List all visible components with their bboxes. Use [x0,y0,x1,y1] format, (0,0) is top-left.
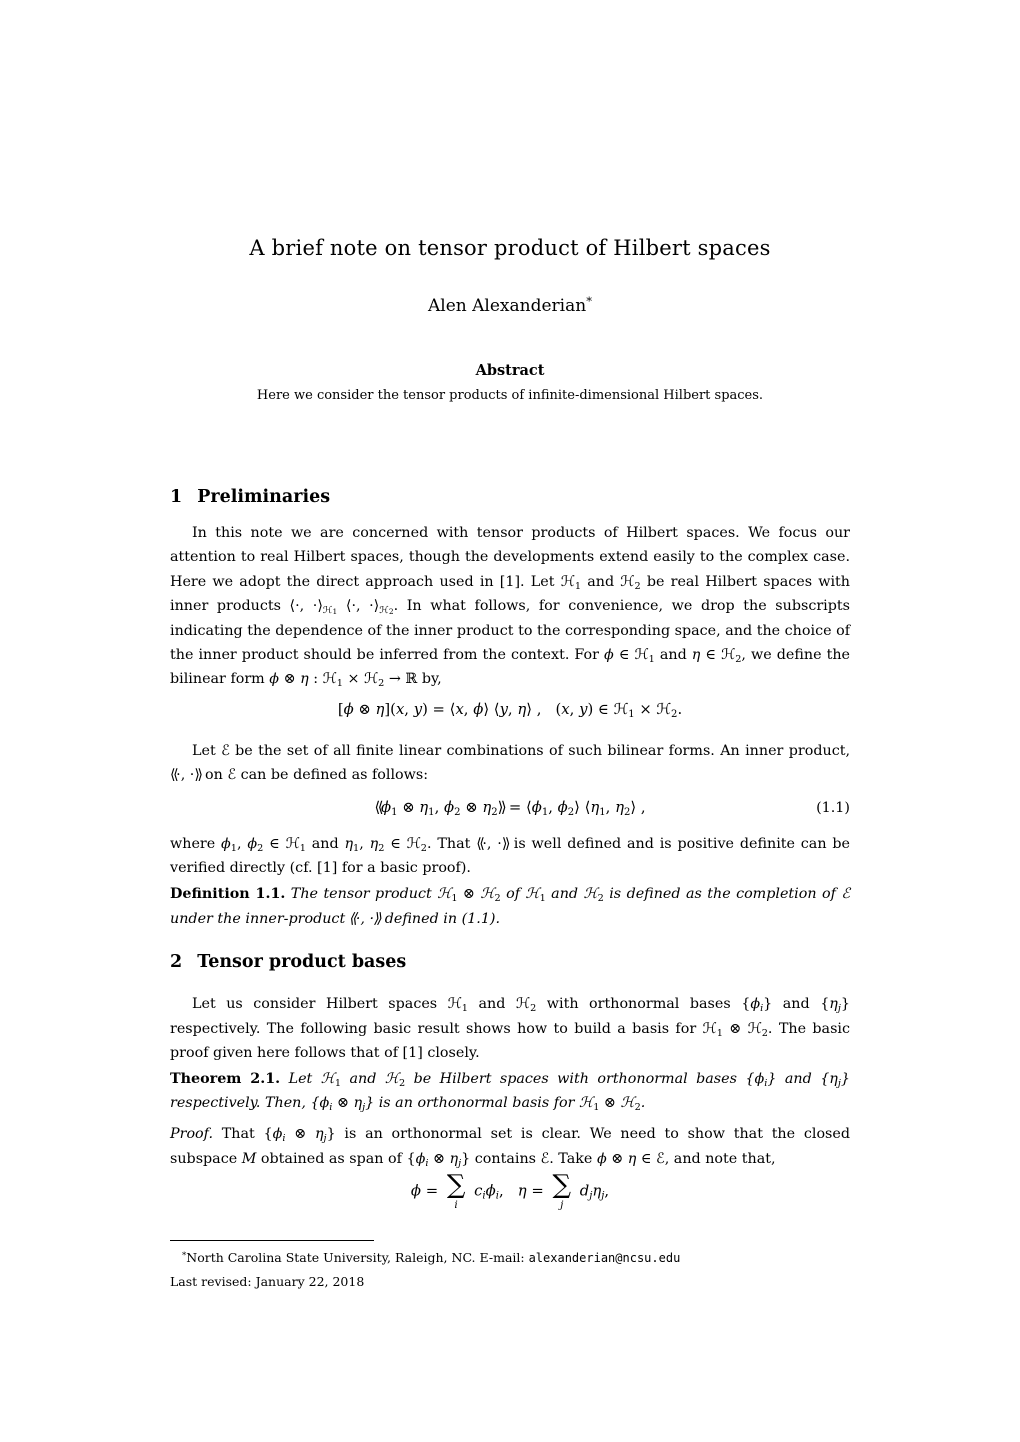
abstract-text: Here we consider the tensor products of infinite-dimensional Hilbert spaces. [256,388,764,403]
equation-basis-expansions: ϕ = ∑ i $c_i\phi_i$, η = ∑ j $d_j\eta_j$, [410,1170,610,1211]
equation-1-1-label: (1.1) [816,799,850,816]
paper-title: A brief note on tensor product of Hilbert spaces [249,236,771,260]
abstract-heading: Abstract [475,362,545,379]
proof-paragraph: Proof. That {$\phi_i$ ⊗ $\eta_j$} is an orthonormal set is clear. We need to show that the closed subspace M obtained as span of {$\phi_i$ ⊗ $\eta_j$} contains ℰ. Take ϕ ⊗ η ∈ ℰ, and note that, [170,1126,850,1169]
paragraph-preliminaries-2: Let ℰ be the set of all finite linear combinations of such bilinear forms. An inner product, ⟨⟨·, ·⟩⟩ on ℰ can be defined as follows: [170,742,851,784]
equation-bilinear-form: [ϕ ⊗ η](x, y) = ⟨x, ϕ⟩ ⟨y, η⟩ , (x, y) ∈ ℋ$_1$ × ℋ$_2$. [337,700,683,720]
footnote-revision-date: Last revised: January 22, 2018 [170,1274,365,1289]
footnote-affiliation: *North Carolina State University, Raleigh, NC. E-mail: alexanderian@ncsu.edu [182,1250,681,1265]
author-line: Alen Alexanderian* [428,294,592,316]
paragraph-preliminaries-3: where $\phi_1$, $\phi_2$ ∈ ℋ$_1$ and $\eta_1$, $\eta_2$ ∈ ℋ$_2$. That ⟨⟨·, ·⟩⟩ is well defined and is positive definite can be verified directly (cf. [1] for a basic proof). [170,835,850,877]
footnote-rule [170,1240,374,1241]
section-1-number: 1 [170,487,183,507]
equation-1-1 [170,793,850,823]
section-2-title: Tensor product bases [197,952,407,973]
section-2-heading [170,952,850,972]
text-column [170,0,850,1210]
footnote [170,1240,850,1293]
paragraph-bases-1: Let us consider Hilbert spaces ℋ$_1$ and ℋ$_2$ with orthonormal bases $\{\phi_i\}$ and $\{\eta_j\}$ respectively. The following basic result shows how to build a basis for ℋ$_1$ ⊗ ℋ$_2$. The basic proof given here follows that of [1] closely. [170,996,850,1062]
definition-1-1: Definition 1.1. The tensor product ℋ$_1$ ⊗ ℋ$_2$ of ℋ$_1$ and ℋ$_2$ is defined as the completion of ℰ under the inner-product ⟨⟨·, ·⟩⟩ defined in (1.1). [170,886,850,927]
section-2-number: 2 [170,952,183,973]
theorem-2-1: Theorem 2.1. Let ℋ$_1$ and ℋ$_2$ be Hilbert spaces with orthonormal bases $\{\phi_i\}$ and $\{\eta_j\}$ respectively. Then, {$\phi_i$ ⊗ $\eta_j$} is an orthonormal basis for ℋ$_1$ ⊗ ℋ$_2$. [170,1070,850,1113]
equation-1-1-body: $⟨⟨\phi_1$ ⊗ $\eta_1$, $\phi_2$ ⊗ $\eta_2⟩⟩$ = $⟨\phi_1$, $\phi_2⟩$ $⟨\eta_1$, $\eta_2⟩$ , [374,798,646,818]
section-1-title: Preliminaries [197,487,331,507]
paragraph-preliminaries-1: In this note we are concerned with tensor products of Hilbert spaces. We focus our attention to real Hilbert spaces, though the developments extend easily to the complex case. Here we adopt the direct approach used in [1]. Let ℋ$_1$ and ℋ$_2$ be real Hilbert spaces with inner products ⟨·, $\cdot⟩_{ℋ1}$ ⟨·, $\cdot⟩_{ℋ2}$. In what follows, for convenience, we drop the subscripts indicating the dependence of the inner product to the corresponding space, and the choice of the inner product should be inferred from the context. For ϕ ∈ ℋ$_1$ and η ∈ ℋ$_2$, we define the bilinear form ϕ ⊗ η : ℋ$_1$ × ℋ$_2$ → ℝ by, [170,525,851,690]
section-1-heading [170,487,850,507]
